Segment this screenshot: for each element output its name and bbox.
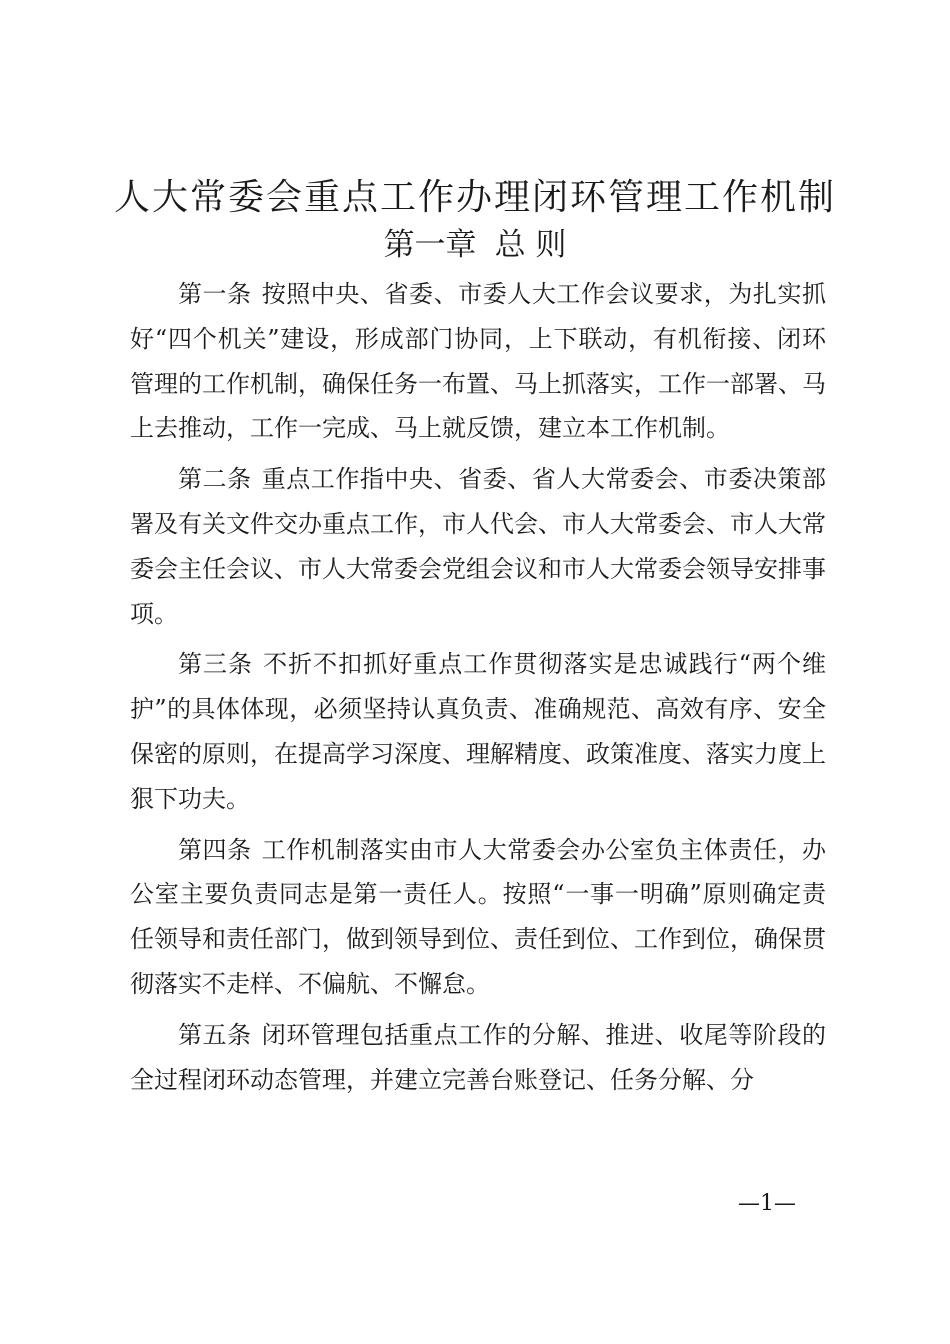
article-4 xyxy=(130,828,826,1007)
article-1 xyxy=(130,272,826,451)
article-3 xyxy=(130,642,826,821)
article-2 xyxy=(130,457,826,636)
article-text: 闭环管理包括重点工作的分解、推进、收尾等阶段的全过程闭环动态管理，并建立完善台账登记、任务分解、分 xyxy=(130,1020,827,1094)
article-text: 按照中央、省委、市委人大工作会议要求，为扎实抓好“四个机关”建设，形成部门协同，上下联动，有机衔接、闭环管理的工作机制，确保任务一布置、马上抓落实，工作一部署、马上去推动，工作一完成、马上就反馈，建立本工作机制。 xyxy=(130,280,827,443)
article-label: 第四条 xyxy=(178,835,252,864)
article-label: 第一条 xyxy=(178,280,252,308)
chapter-title xyxy=(0,220,950,270)
article-text: 重点工作指中央、省委、省人大常委会、市委决策部署及有关文件交办重点工作，市人代会、市人大常委会、市人大常委会主任会议、市人大常委会党组会议和市人大常委会领导安排事项。 xyxy=(130,465,827,628)
document-body xyxy=(130,272,826,1108)
chapter-number: 第一章 xyxy=(383,227,477,263)
document-title: 人大常委会重点工作办理闭环管理工作机制 xyxy=(113,177,836,218)
article-label: 第二条 xyxy=(178,465,252,494)
article-5 xyxy=(130,1013,826,1103)
article-label: 第五条 xyxy=(178,1020,252,1049)
article-text: 不折不扣抓好重点工作贯彻落实是忠诚践行“两个维护”的具体体现，必须坚持认真负责、准确规范、高效有序、安全保密的原则，在提高学习深度、理解精度、政策准度、落实力度上狠下功夫。 xyxy=(130,650,826,813)
chapter-name: 总 则 xyxy=(494,227,567,263)
page-number: —1— xyxy=(738,1191,796,1216)
article-text: 工作机制落实由市人大常委会办公室负主体责任，办公室主要负责同志是第一责任人。按照“一事一明确”原则确定责任领导和责任部门，做到领导到位、责任到位、工作到位，确保贯彻落实不走样、不偏航、不懈怠。 xyxy=(130,835,827,998)
article-label: 第三条 xyxy=(178,650,254,679)
